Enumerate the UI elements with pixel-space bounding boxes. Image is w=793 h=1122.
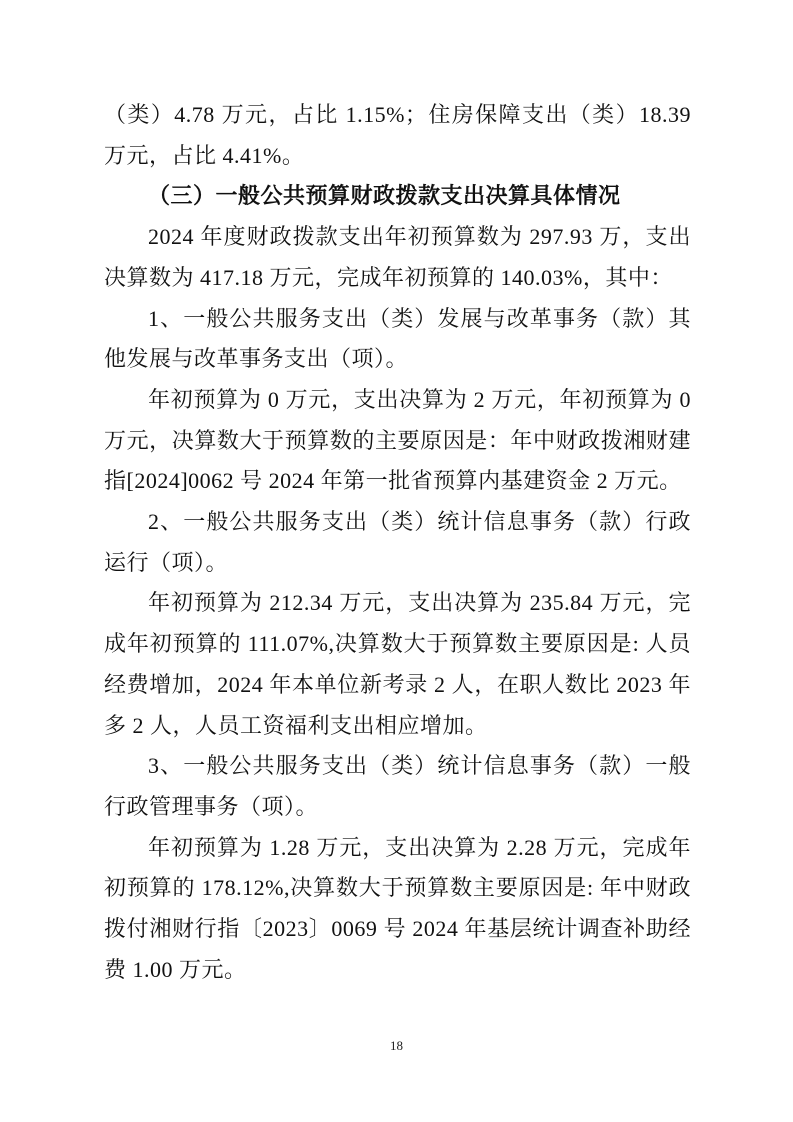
- page-number: 18: [390, 1038, 403, 1053]
- item-1-detail: 年初预算为 0 万元，支出决算为 2 万元，年初预算为 0 万元，决算数大于预算数的主要原因是：年中财政拨湘财建指[2024]0062 号 2024 年第一批省预算内基建资金 2 万元。: [104, 386, 691, 494]
- page-body-text: [104, 95, 691, 990]
- item-3-detail: 年初预算为 1.28 万元，支出决算为 2.28 万元，完成年初预算的 178.12%,决算数大于预算数主要原因是: 年中财政拨付湘财行指〔2023〕0069 号 2024 年基层统计调查补助经费 1.00 万元。: [104, 834, 691, 982]
- paragraph-overview: 2024 年度财政拨款支出年初预算数为 297.93 万，支出决算数为 417.18 万元，完成年初预算的 140.03%，其中：: [104, 224, 691, 290]
- item-1-title: 1、一般公共服务支出（类）发展与改革事务（款）其他发展与改革事务支出（项）。: [104, 305, 691, 372]
- item-2-title: 2、一般公共服务支出（类）统计信息事务（款）行政运行（项）。: [104, 509, 691, 575]
- section-heading: （三）一般公共预算财政拨款支出决算具体情况: [148, 183, 621, 209]
- item-2-detail: 年初预算为 212.34 万元，支出决算为 235.84 万元，完成年初预算的 111.07%,决算数大于预算数主要原因是: 人员经费增加，2024 年本单位新考录 2 人，在职人数比 2023 年多 2 人，人员工资福利支出相应增加。: [104, 590, 691, 738]
- item-3-title: 3、一般公共服务支出（类）统计信息事务（款）一般行政管理事务（项）。: [104, 753, 691, 819]
- paragraph-continuation: （类）4.78 万元，占比 1.15%；住房保障支出（类）18.39 万元，占比 4.41%。: [104, 102, 691, 168]
